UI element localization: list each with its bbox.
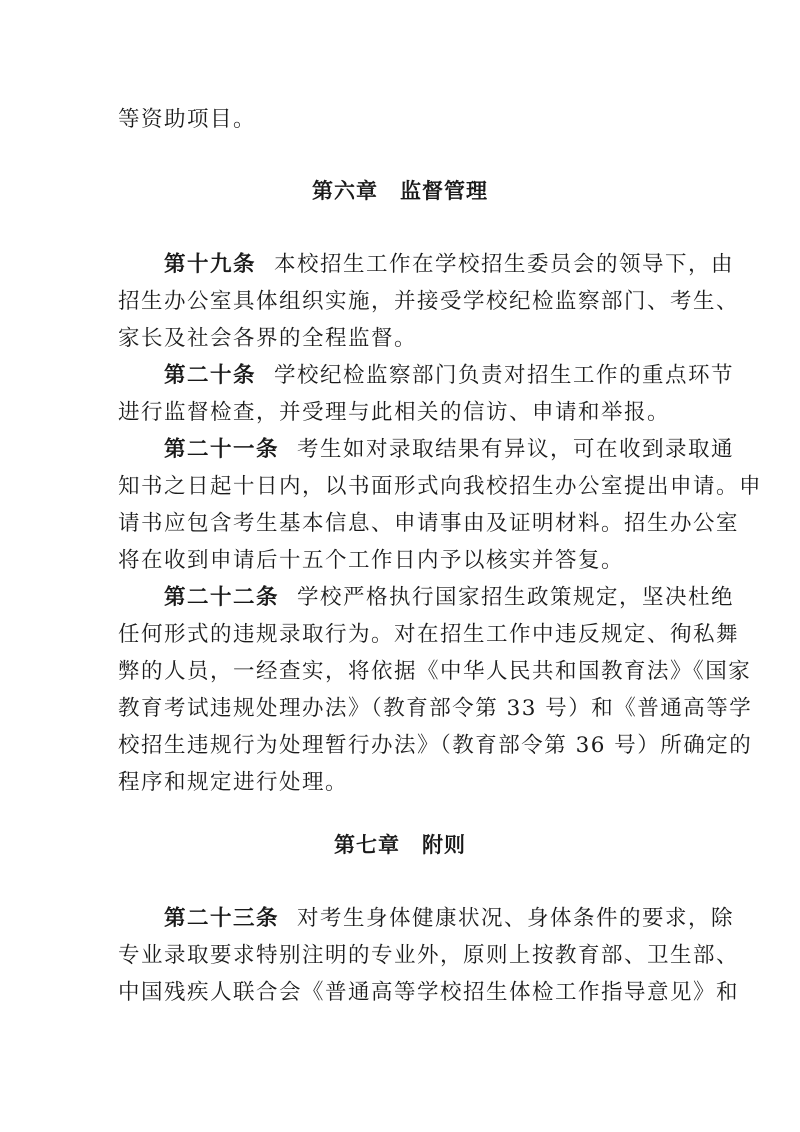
chapter-7-title: 附则 [422, 833, 466, 857]
article-23-line-1 [164, 904, 735, 934]
article-22-line-5: 校招生违规行为处理暂行办法》（教育部令第 36 号）所确定的 [118, 733, 753, 758]
article-22-line-6: 程序和规定进行处理。 [118, 770, 349, 795]
article-22-line-2: 任何形式的违规录取行为。对在招生工作中违反规定、徇私舞 [118, 622, 740, 647]
article-21-line-2: 知书之日起十日内，以书面形式向我校招生办公室提出申请。申 [118, 474, 763, 499]
article-21-label: 第二十一条 [164, 437, 280, 462]
article-20-line-1 [164, 361, 735, 391]
article-23-line-3: 中国残疾人联合会《普通高等学校招生体检工作指导意见》和 [118, 980, 740, 1005]
intro-tail-line: 等资助项目。 [118, 107, 257, 132]
article-22-label: 第二十二条 [164, 585, 280, 610]
chapter-7-number: 第七章 [334, 833, 400, 857]
chapter-6-title: 监督管理 [400, 179, 488, 203]
article-23-text-1: 对考生身体健康状况、身体条件的要求，除 [297, 906, 735, 931]
article-19-text-1: 本校招生工作在学校招生委员会的领导下，由 [274, 252, 735, 277]
chapter-7-heading [0, 830, 800, 860]
article-21-text-1: 考生如对录取结果有异议，可在收到录取通 [297, 437, 735, 462]
article-22-line-1 [164, 583, 735, 613]
article-19-label: 第十九条 [164, 252, 257, 277]
article-22-line-4: 教育考试违规处理办法》（教育部令第 33 号）和《普通高等学 [118, 696, 753, 721]
article-22-text-1: 学校严格执行国家招生政策规定，坚决杜绝 [297, 585, 735, 610]
chapter-6-number: 第六章 [312, 179, 378, 203]
article-22-line-3: 弊的人员，一经查实，将依据《中华人民共和国教育法》《国家 [118, 659, 752, 684]
article-19-line-3: 家长及社会各界的全程监督。 [118, 326, 418, 351]
article-23-line-2: 专业录取要求特别注明的专业外，原则上按教育部、卫生部、 [118, 943, 740, 968]
article-21-line-1 [164, 435, 735, 465]
article-19-line-1 [164, 250, 735, 280]
chapter-6-heading [0, 176, 800, 206]
article-19-line-2: 招生办公室具体组织实施，并接受学校纪检监察部门、考生、 [118, 289, 740, 314]
article-21-line-3: 请书应包含考生基本信息、申请事由及证明材料。招生办公室 [118, 511, 740, 536]
article-21-line-4: 将在收到申请后十五个工作日内予以核实并答复。 [118, 548, 625, 573]
article-20-label: 第二十条 [164, 363, 257, 388]
article-23-label: 第二十三条 [164, 906, 280, 931]
article-20-line-2: 进行监督检查，并受理与此相关的信访、申请和举报。 [118, 400, 671, 425]
article-20-text-1: 学校纪检监察部门负责对招生工作的重点环节 [274, 363, 735, 388]
